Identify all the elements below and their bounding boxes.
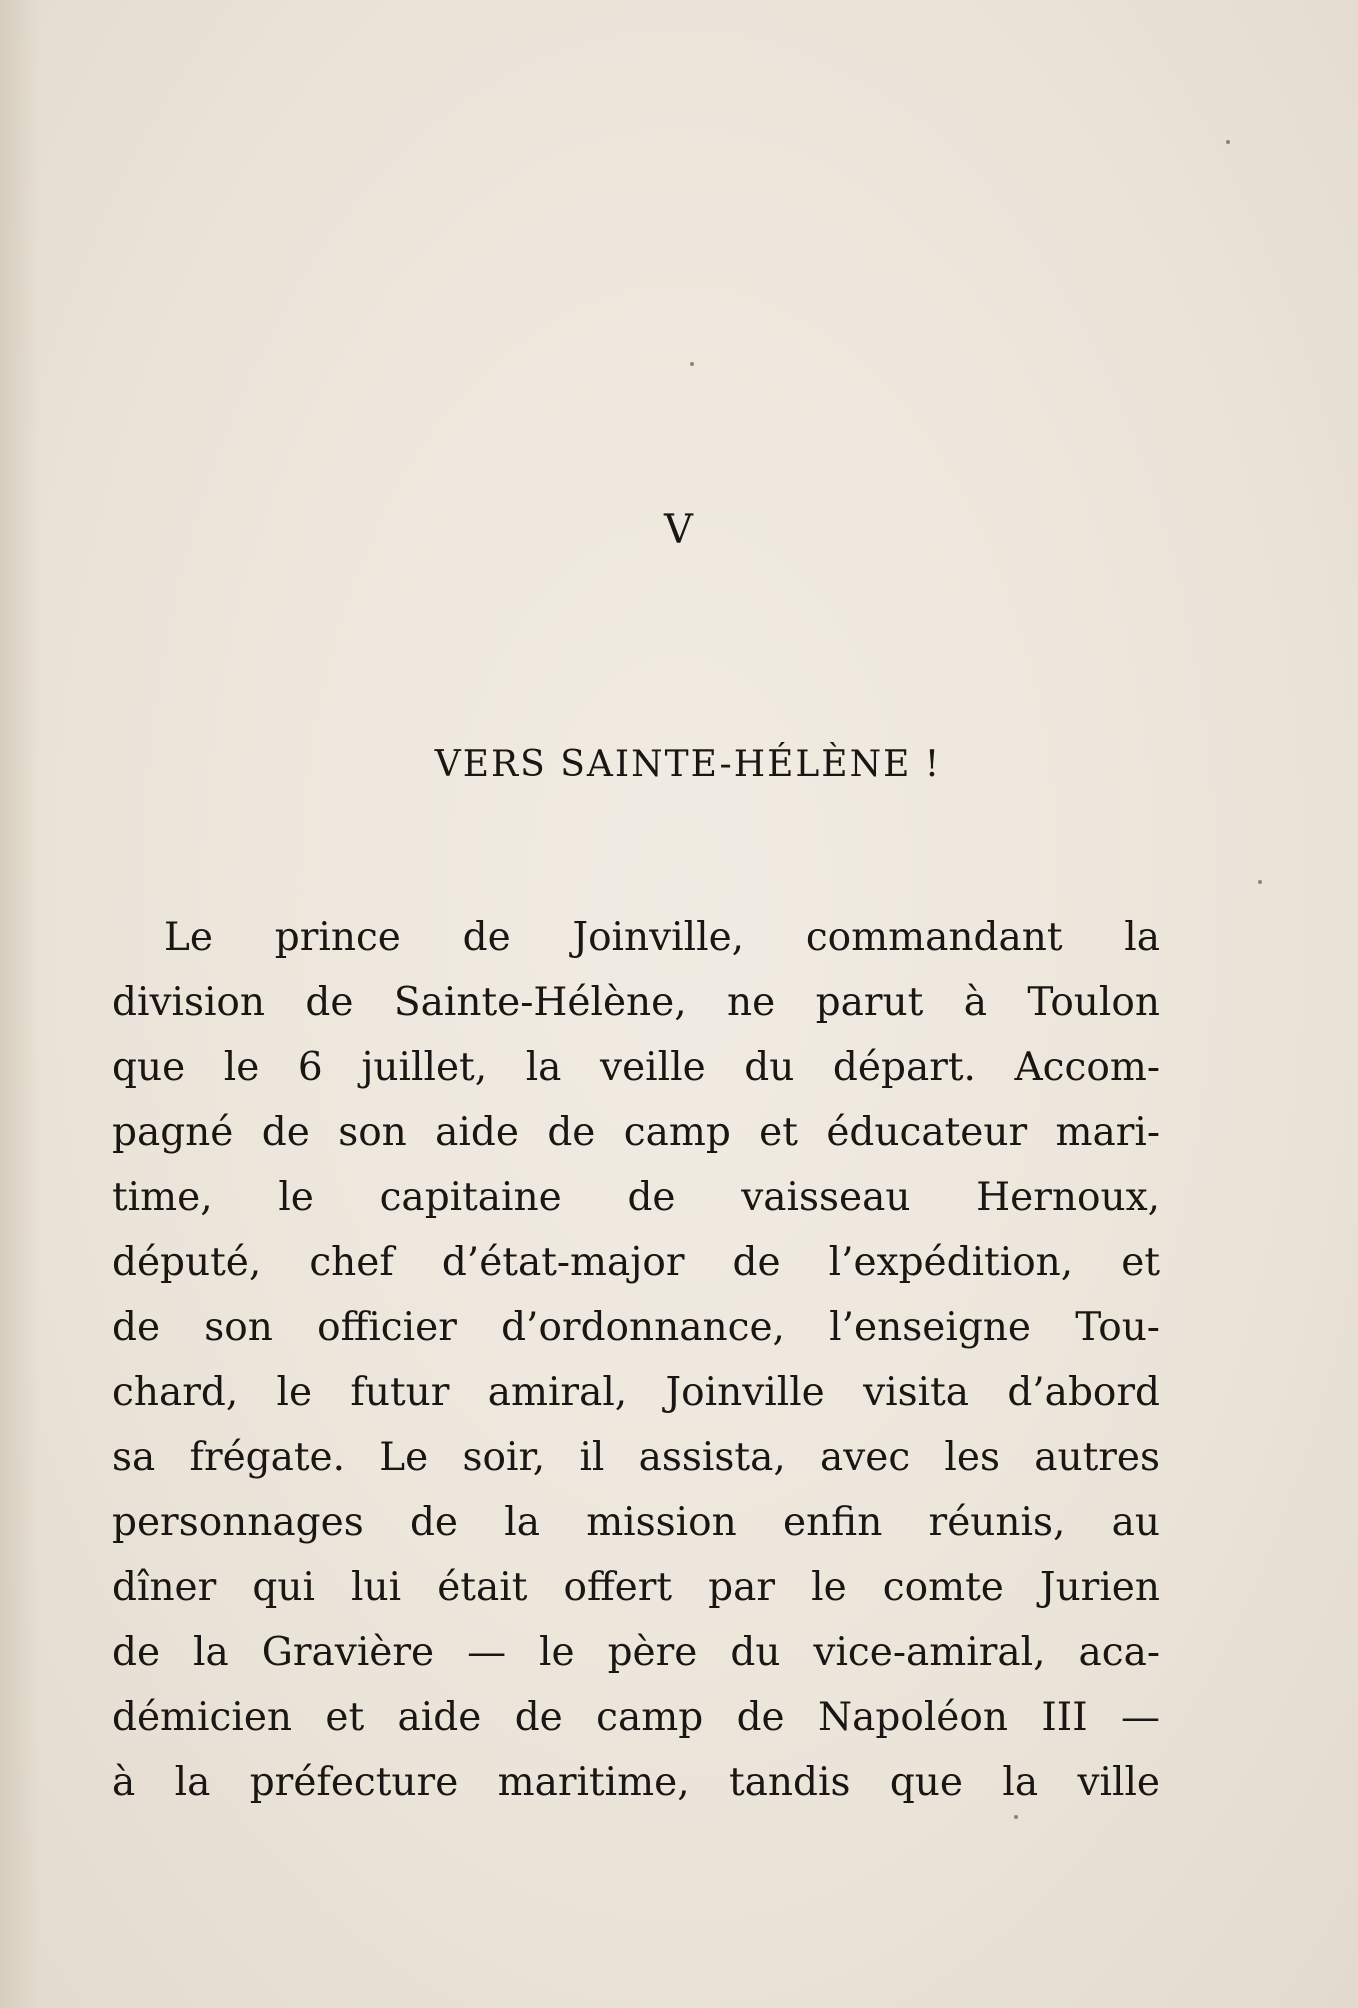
text-line: dîner qui lui était offert par le comte Jurien <box>112 1565 1160 1610</box>
text-line: démicien et aide de camp de Napoléon III — <box>112 1695 1160 1740</box>
chapter-number: V <box>664 507 694 553</box>
paper-speck <box>690 362 694 366</box>
text-line: personnages de la mission enfin réunis, au <box>112 1500 1160 1545</box>
chapter-title: VERS SAINTE-HÉLÈNE ! <box>434 744 942 785</box>
text-line: pagné de son aide de camp et éducateur mari- <box>112 1110 1160 1155</box>
paper-speck <box>1014 1815 1018 1819</box>
paper-speck <box>1258 880 1262 884</box>
text-line: de son officier d’ordonnance, l’enseigne Tou- <box>112 1305 1160 1350</box>
text-line: sa frégate. Le soir, il assista, avec les autres <box>112 1435 1160 1480</box>
text-line: de la Gravière — le père du vice-amiral, aca- <box>112 1630 1160 1675</box>
text-line: chard, le futur amiral, Joinville visita d’abord <box>112 1370 1160 1415</box>
text-line: division de Sainte-Hélène, ne parut à Toulon <box>112 980 1160 1025</box>
text-line: Le prince de Joinville, commandant la <box>164 915 1160 960</box>
text-line: député, chef d’état-major de l’expédition, et <box>112 1240 1160 1285</box>
text-line: time, le capitaine de vaisseau Hernoux, <box>112 1175 1160 1220</box>
text-line: que le 6 juillet, la veille du départ. Accom- <box>112 1045 1160 1090</box>
body-text <box>112 905 1160 1815</box>
text-line: à la préfecture maritime, tandis que la ville <box>112 1760 1160 1805</box>
paper-speck <box>1226 140 1230 144</box>
page-gutter-shade <box>0 0 40 2008</box>
